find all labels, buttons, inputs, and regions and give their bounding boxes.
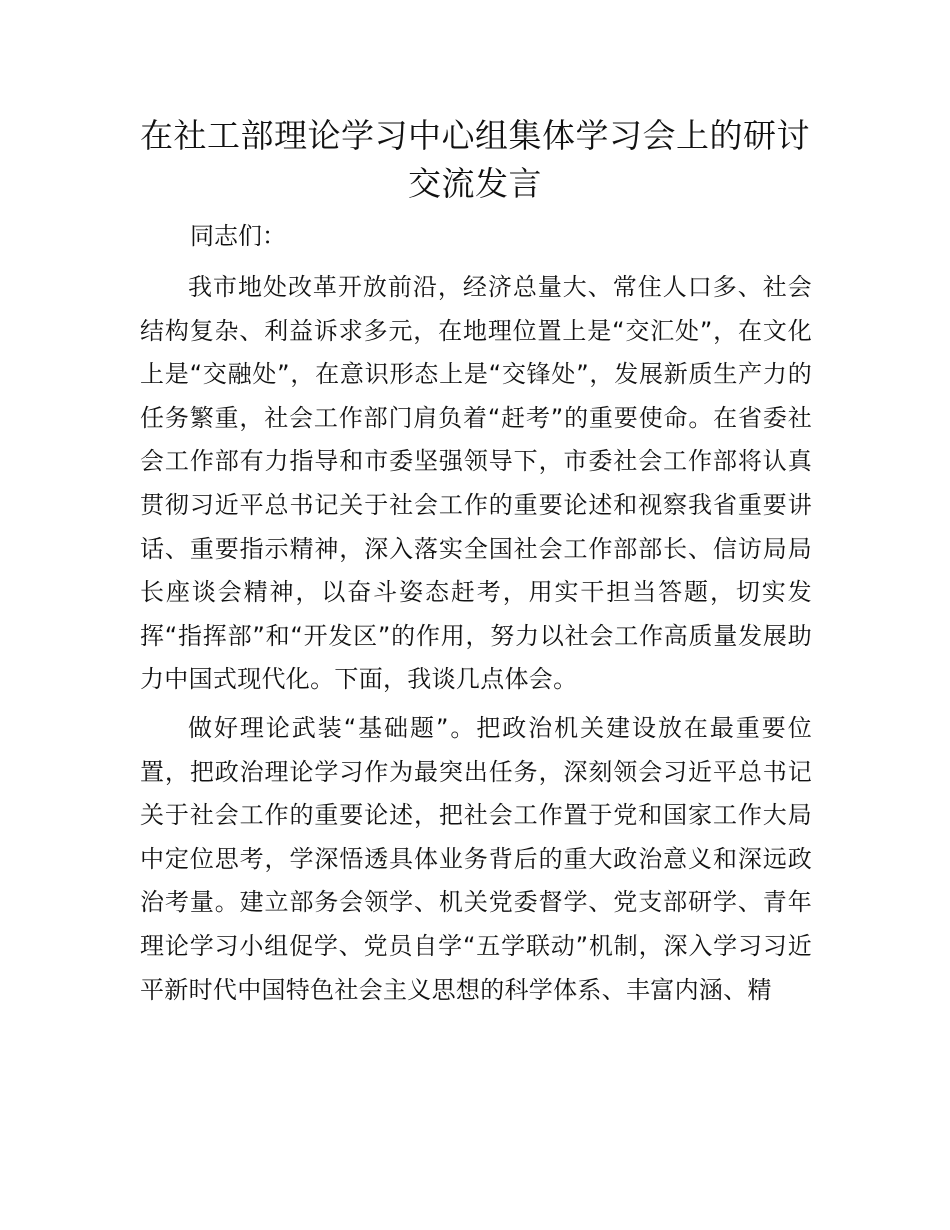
body-paragraph-2: 做好理论武装“基础题”。把政治机关建设放在最重要位置，把政治理论学习作为最突出任务，深刻领会习近平总书记关于社会工作的重要论述，把社会工作置于党和国家工作大局中定位思考，学深悟透具体业务背后的重大政治意义和深远政治考量。建立部务会领学、机关党委督学、党支部研学、青年理论学习小组促学、党员自学“五学联动”机制，深入学习习近平新时代中国特色社会主义思想的科学体系、丰富内涵、精 <box>140 714 812 1004</box>
title-line-2: 交流发言 <box>408 164 542 203</box>
body-paragraph-1: 我市地处改革开放前沿，经济总量大、常住人口多、社会结构复杂、利益诉求多元，在地理位置上是“交汇处”，在文化上是“交融处”，在意识形态上是“交锋处”，发展新质生产力的任务繁重，社会工作部门肩负着“赶考”的重要使命。在省委社会工作部有力指导和市委坚强领导下，市委社会工作部将认真贯彻习近平总书记关于社会工作的重要论述和视察我省重要讲话、重要指示精神，深入落实全国社会工作部部长、信访局局长座谈会精神，以奋斗姿态赶考，用实干担当答题，切实发挥“指挥部”和“开发区”的作用，努力以社会工作高质量发展助力中国式现代化。下面，我谈几点体会。 <box>140 273 812 694</box>
title-line-1: 在社工部理论学习中心组集体学习会上的研讨 <box>140 116 810 155</box>
document-title <box>100 112 850 208</box>
salutation: 同志们： <box>190 222 286 250</box>
